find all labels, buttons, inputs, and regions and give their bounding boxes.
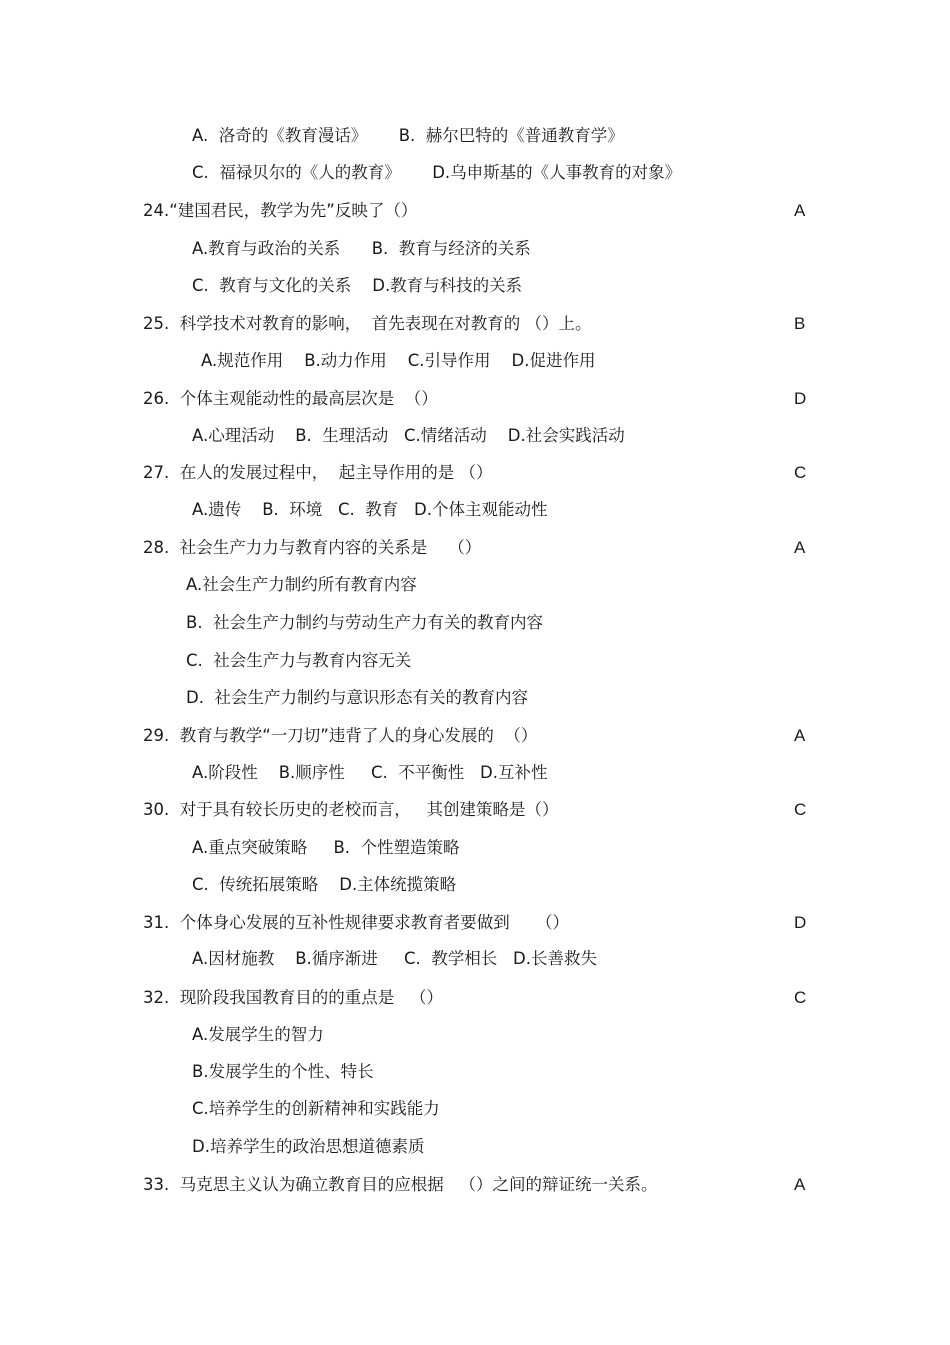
question-28: 28. 社会生产力力与教育内容的关系是 （） bbox=[143, 538, 482, 557]
option-line: A.教育与政治的关系 B. 教育与经济的关系 bbox=[192, 239, 531, 258]
option-line: A.因材施教 B.循序渐进 C. 教学相长 D.长善救失 bbox=[192, 949, 597, 968]
answer-32: C bbox=[794, 988, 807, 1007]
question-24: 24.“建国君民，教学为先”反映了（） bbox=[143, 201, 418, 220]
option-line: A.阶段性 B.顺序性 C. 不平衡性 D.互补性 bbox=[192, 763, 548, 782]
option-line: D. 社会生产力制约与意识形态有关的教育内容 bbox=[186, 688, 528, 707]
option-line: C. 教育与文化的关系 D.教育与科技的关系 bbox=[192, 276, 523, 295]
option-line: B.发展学生的个性、特长 bbox=[192, 1062, 374, 1081]
question-33: 33. 马克思主义认为确立教育目的应根据 （）之间的辩证统一关系。 bbox=[143, 1175, 658, 1194]
question-25: 25. 科学技术对教育的影响， 首先表现在对教育的 （）上。 bbox=[143, 314, 592, 333]
option-line: A.发展学生的智力 bbox=[192, 1025, 324, 1044]
answer-33: A bbox=[794, 1175, 806, 1194]
answer-24: A bbox=[794, 201, 806, 220]
option-line: A.心理活动 B. 生理活动 C.情绪活动 D.社会实践活动 bbox=[192, 426, 625, 445]
question-31: 31. 个体身心发展的互补性规律要求教育者要做到 （） bbox=[143, 913, 569, 932]
answer-31: D bbox=[794, 913, 807, 932]
answer-25: B bbox=[794, 314, 806, 333]
option-line: C. 福禄贝尔的《人的教育》 D.乌申斯基的《人事教育的对象》 bbox=[192, 163, 682, 182]
option-line: B. 社会生产力制约与劳动生产力有关的教育内容 bbox=[186, 613, 544, 632]
question-26: 26. 个体主观能动性的最高层次是 （） bbox=[143, 389, 438, 408]
answer-30: C bbox=[794, 800, 807, 819]
question-29: 29. 教育与教学“一刀切”违背了人的身心发展的 （） bbox=[143, 726, 538, 745]
option-line: A.重点突破策略 B. 个性塑造策略 bbox=[192, 838, 460, 857]
option-line: A. 洛奇的《教育漫话》 B. 赫尔巴特的《普通教育学》 bbox=[192, 126, 624, 145]
answer-27: C bbox=[794, 463, 807, 482]
answer-26: D bbox=[794, 389, 807, 408]
answer-28: A bbox=[794, 538, 806, 557]
option-line: A.社会生产力制约所有教育内容 bbox=[186, 575, 417, 594]
option-line: C.培养学生的创新精神和实践能力 bbox=[192, 1099, 440, 1118]
option-line: D.培养学生的政治思想道德素质 bbox=[192, 1137, 425, 1156]
question-27: 27. 在人的发展过程中， 起主导作用的是 （） bbox=[143, 463, 493, 482]
option-line: C. 传统拓展策略 D.主体统揽策略 bbox=[192, 875, 457, 894]
option-line: A.规范作用 B.动力作用 C.引导作用 D.促进作用 bbox=[201, 351, 596, 370]
option-line: C. 社会生产力与教育内容无关 bbox=[186, 651, 412, 670]
answer-29: A bbox=[794, 726, 806, 745]
question-32: 32. 现阶段我国教育目的的重点是 （） bbox=[143, 988, 443, 1007]
question-30: 30. 对于具有较长历史的老校而言， 其创建策略是（） bbox=[143, 800, 559, 819]
option-line: A.遗传 B. 环境 C. 教育 D.个体主观能动性 bbox=[192, 500, 548, 519]
